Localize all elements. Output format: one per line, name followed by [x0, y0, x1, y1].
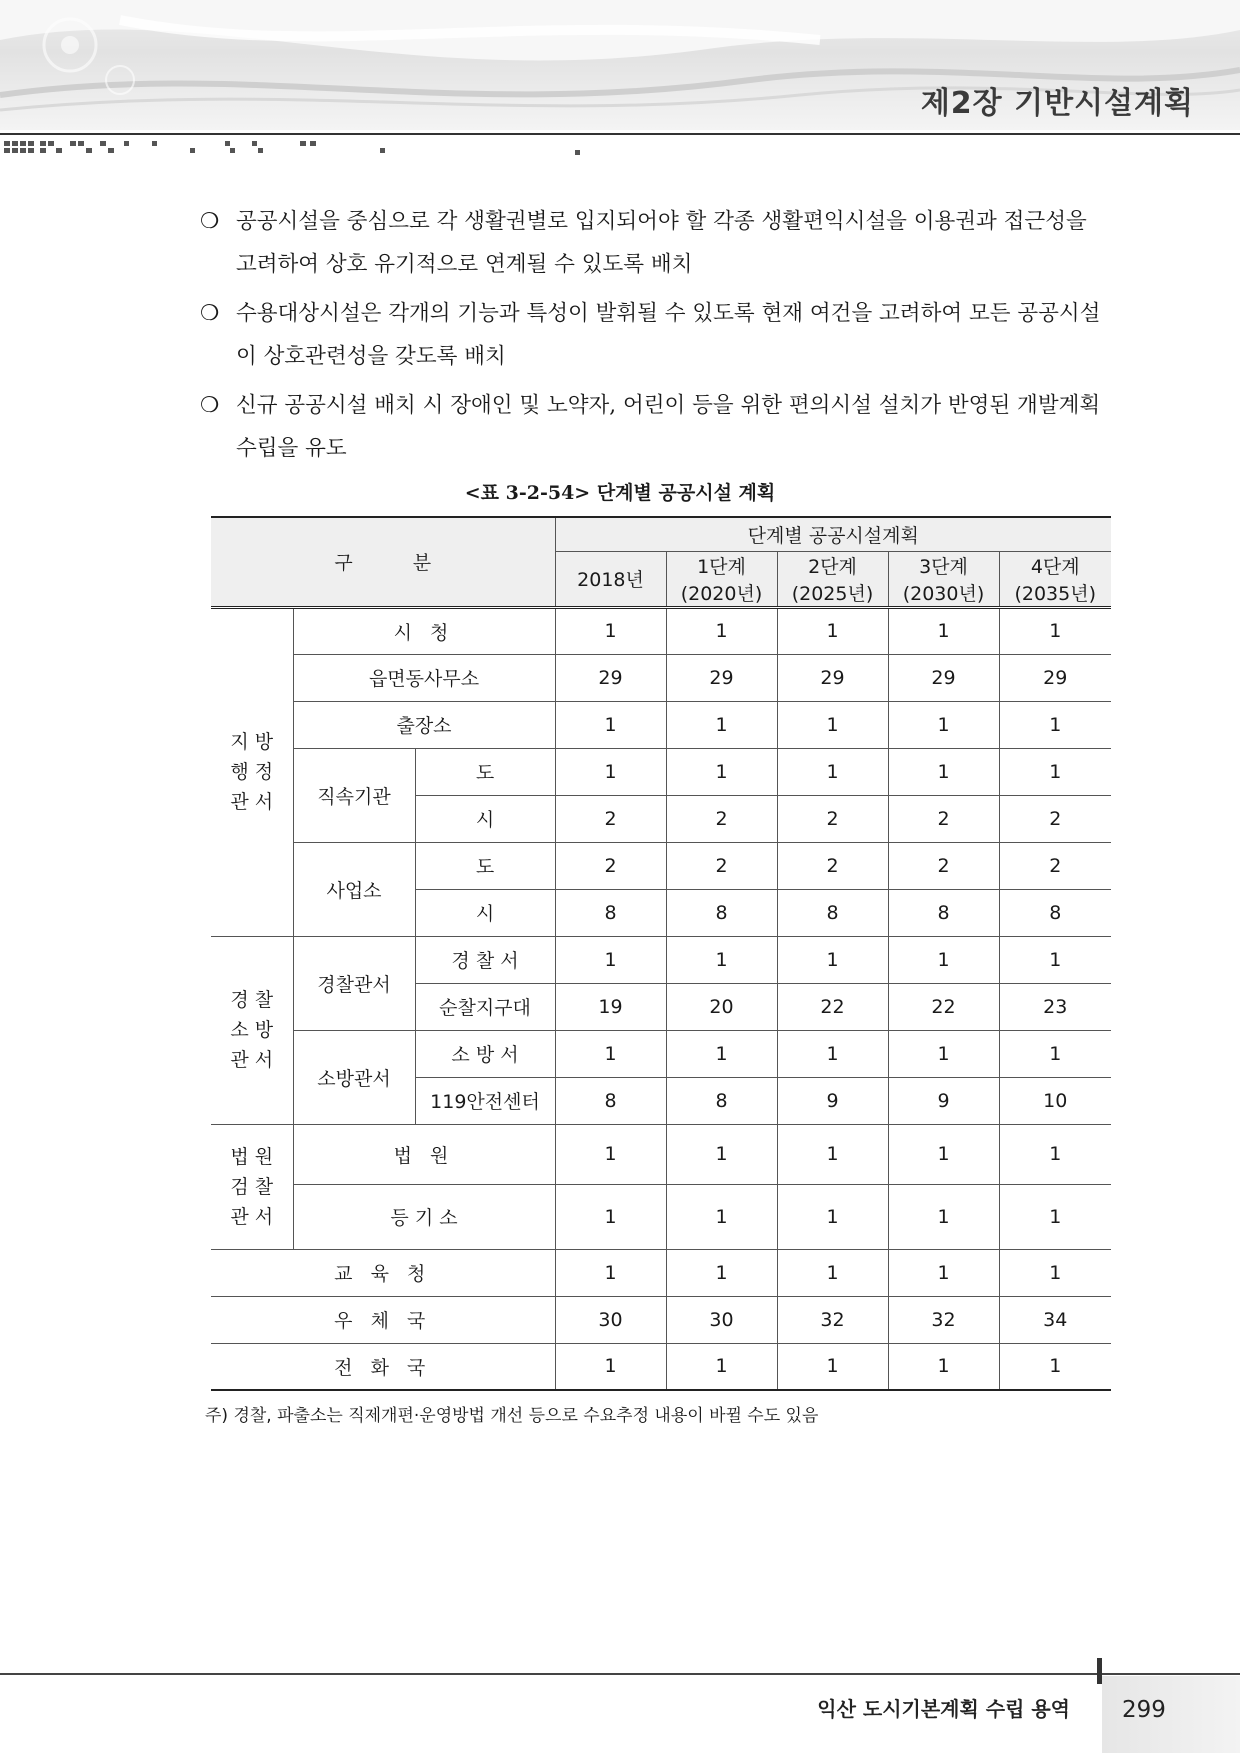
table-cell: 1: [777, 748, 888, 795]
row-label: 경찰관서: [293, 936, 415, 1030]
table-row: [211, 1030, 1111, 1077]
table-cell: 2: [777, 842, 888, 889]
table-cell: 22: [777, 983, 888, 1030]
table-cell: 1: [555, 748, 666, 795]
header-divider: [0, 133, 1240, 135]
table-cell: 1: [888, 1343, 999, 1390]
bullet-text-line: 이 상호관련성을 갖도록 배치: [236, 344, 506, 369]
row-sublabel: 소 방 서: [415, 1030, 555, 1077]
header-col-stage1: 1단계 (2020년): [666, 551, 777, 607]
table-cell: 32: [777, 1296, 888, 1343]
table-row: [211, 607, 1111, 654]
table-cell: 2: [888, 842, 999, 889]
table-cell: 9: [777, 1077, 888, 1124]
table-cell: 1: [999, 1343, 1111, 1390]
table-caption: <표 3-2-54> 단계별 공공시설 계획: [464, 482, 776, 504]
bullet-list: [200, 200, 1120, 476]
header-group: 단계별 공공시설계획: [555, 517, 1111, 551]
table-cell: 2: [666, 795, 777, 842]
circle-bullet-icon: ❍: [200, 393, 220, 418]
group-label-court: 법 원 검 찰 관 서: [211, 1124, 293, 1249]
header-col-stage2: 2단계 (2025년): [777, 551, 888, 607]
table-cell: 32: [888, 1296, 999, 1343]
table-cell: 1: [555, 1249, 666, 1296]
header-col-2018: 2018년: [555, 551, 666, 607]
header-col-stage3: 3단계 (2030년): [888, 551, 999, 607]
row-label: 우 체 국: [211, 1296, 555, 1343]
table-cell: 1: [555, 1343, 666, 1390]
table-cell: 1: [999, 701, 1111, 748]
table-cell: 1: [666, 701, 777, 748]
table-row: [211, 936, 1111, 983]
table-cell: 1: [666, 1030, 777, 1077]
table-row: [211, 654, 1111, 701]
table-cell: 1: [999, 1249, 1111, 1296]
table-cell: 19: [555, 983, 666, 1030]
group-label-police: 경 찰 소 방 관 서: [211, 936, 293, 1124]
table-cell: 29: [777, 654, 888, 701]
bullet-text-line: 공공시설을 중심으로 각 생활권별로 입지되어야 할 각종 생활편익시설을 이용권과 접근성을: [236, 209, 1087, 234]
table-row: [211, 1296, 1111, 1343]
table-cell: 1: [666, 748, 777, 795]
circle-bullet-icon: ❍: [200, 301, 220, 326]
circle-bullet-icon: ❍: [200, 209, 220, 234]
table-cell: 1: [999, 748, 1111, 795]
bullet-item: [200, 292, 1120, 378]
row-label: 읍면동사무소: [293, 654, 555, 701]
table-cell: 2: [777, 795, 888, 842]
table-cell: 29: [888, 654, 999, 701]
table-cell: 1: [777, 1249, 888, 1296]
table-cell: 1: [888, 748, 999, 795]
table-cell: 1: [555, 1030, 666, 1077]
table-cell: 8: [777, 889, 888, 936]
table-cell: 1: [666, 1124, 777, 1184]
table-cell: 1: [666, 607, 777, 654]
row-sublabel: 시: [415, 795, 555, 842]
row-sublabel: 경 찰 서: [415, 936, 555, 983]
table-cell: 2: [666, 842, 777, 889]
bullet-item: [200, 200, 1120, 286]
bullet-text-line: 고려하여 상호 유기적으로 연계될 수 있도록 배치: [236, 252, 693, 277]
table-cell: 9: [888, 1077, 999, 1124]
row-label: 직속기관: [293, 748, 415, 842]
header-banner: [0, 0, 1240, 130]
footer-divider: [0, 1673, 1240, 1675]
table-cell: 8: [555, 1077, 666, 1124]
table-cell: 10: [999, 1077, 1111, 1124]
row-label: 소방관서: [293, 1030, 415, 1124]
row-label: 전 화 국: [211, 1343, 555, 1390]
table-cell: 20: [666, 983, 777, 1030]
table-cell: 22: [888, 983, 999, 1030]
table-cell: 2: [555, 795, 666, 842]
table-cell: 1: [888, 607, 999, 654]
page-number: 299: [1122, 1697, 1166, 1723]
row-sublabel: 시: [415, 889, 555, 936]
table-cell: 2: [999, 795, 1111, 842]
table-cell: 1: [888, 1184, 999, 1249]
bullet-text-line: 수용대상시설은 각개의 기능과 특성이 발휘될 수 있도록 현재 여건을 고려하여 모든 공공시설: [236, 301, 1101, 326]
table-footnote: 주) 경찰, 파출소는 직제개편·운영방법 개선 등으로 수요추정 내용이 바뀔 수도 있음: [205, 1406, 819, 1426]
table-cell: 2: [888, 795, 999, 842]
table-cell: 29: [666, 654, 777, 701]
row-label: 등 기 소: [293, 1184, 555, 1249]
table-cell: 1: [666, 1184, 777, 1249]
table-cell: 1: [777, 1184, 888, 1249]
table-cell: 1: [555, 607, 666, 654]
table-row: [211, 1343, 1111, 1390]
header-col-stage4: 4단계 (2035년): [999, 551, 1111, 607]
bullet-item: [200, 384, 1120, 470]
bullet-text-line: 수립을 유도: [236, 436, 347, 461]
table-cell: 8: [666, 1077, 777, 1124]
decorative-dot-strip: [0, 138, 620, 158]
table-cell: 2: [999, 842, 1111, 889]
table-cell: 8: [999, 889, 1111, 936]
table-row: [211, 1184, 1111, 1249]
table-cell: 1: [555, 936, 666, 983]
table-cell: 1: [888, 1249, 999, 1296]
row-sublabel: 순찰지구대: [415, 983, 555, 1030]
row-label: 사업소: [293, 842, 415, 936]
table-cell: 1: [666, 1343, 777, 1390]
table-cell: 1: [888, 936, 999, 983]
footer-title: 익산 도시기본계획 수립 용역: [817, 1697, 1070, 1721]
table-cell: 1: [999, 607, 1111, 654]
row-label: 출장소: [293, 701, 555, 748]
row-sublabel: 도: [415, 842, 555, 889]
table-cell: 1: [888, 701, 999, 748]
table-cell: 8: [555, 889, 666, 936]
header-gubun: 구분: [211, 517, 555, 607]
row-sublabel: 119안전센터: [415, 1077, 555, 1124]
table-cell: 29: [999, 654, 1111, 701]
table-row: [211, 842, 1111, 889]
table-cell: 1: [999, 1184, 1111, 1249]
table-cell: 1: [888, 1124, 999, 1184]
table-cell: 1: [777, 1030, 888, 1077]
table-cell: 8: [666, 889, 777, 936]
table-cell: 1: [555, 701, 666, 748]
table-cell: 1: [777, 936, 888, 983]
row-sublabel: 도: [415, 748, 555, 795]
table-cell: 23: [999, 983, 1111, 1030]
table-cell: 1: [666, 936, 777, 983]
table-cell: 1: [777, 701, 888, 748]
row-label: 교 육 청: [211, 1249, 555, 1296]
table-cell: 1: [777, 1124, 888, 1184]
table-row: [211, 1249, 1111, 1296]
row-label: 시 청: [293, 607, 555, 654]
bullet-text-line: 신규 공공시설 배치 시 장애인 및 노약자, 어린이 등을 위한 편의시설 설치가 반영된 개발계획: [236, 393, 1101, 418]
table-row: [211, 701, 1111, 748]
table-cell: 1: [555, 1184, 666, 1249]
table-cell: 1: [666, 1249, 777, 1296]
chapter-title: 제2장 기반시설계획: [920, 86, 1194, 121]
group-label-local: 지 방 행 정 관 서: [211, 607, 293, 936]
table-cell: 30: [666, 1296, 777, 1343]
table-cell: 1: [555, 1124, 666, 1184]
table-cell: 1: [999, 1124, 1111, 1184]
table-cell: 1: [999, 1030, 1111, 1077]
table-cell: 30: [555, 1296, 666, 1343]
table-cell: 1: [999, 936, 1111, 983]
table-cell: 29: [555, 654, 666, 701]
table-cell: 8: [888, 889, 999, 936]
table-cell: 1: [777, 607, 888, 654]
table-row: [211, 1124, 1111, 1184]
table-row: [211, 748, 1111, 795]
public-facility-table: [211, 516, 1111, 1391]
row-label: 법 원: [293, 1124, 555, 1184]
table-cell: 1: [888, 1030, 999, 1077]
table-cell: 2: [555, 842, 666, 889]
table-cell: 34: [999, 1296, 1111, 1343]
table-cell: 1: [777, 1343, 888, 1390]
